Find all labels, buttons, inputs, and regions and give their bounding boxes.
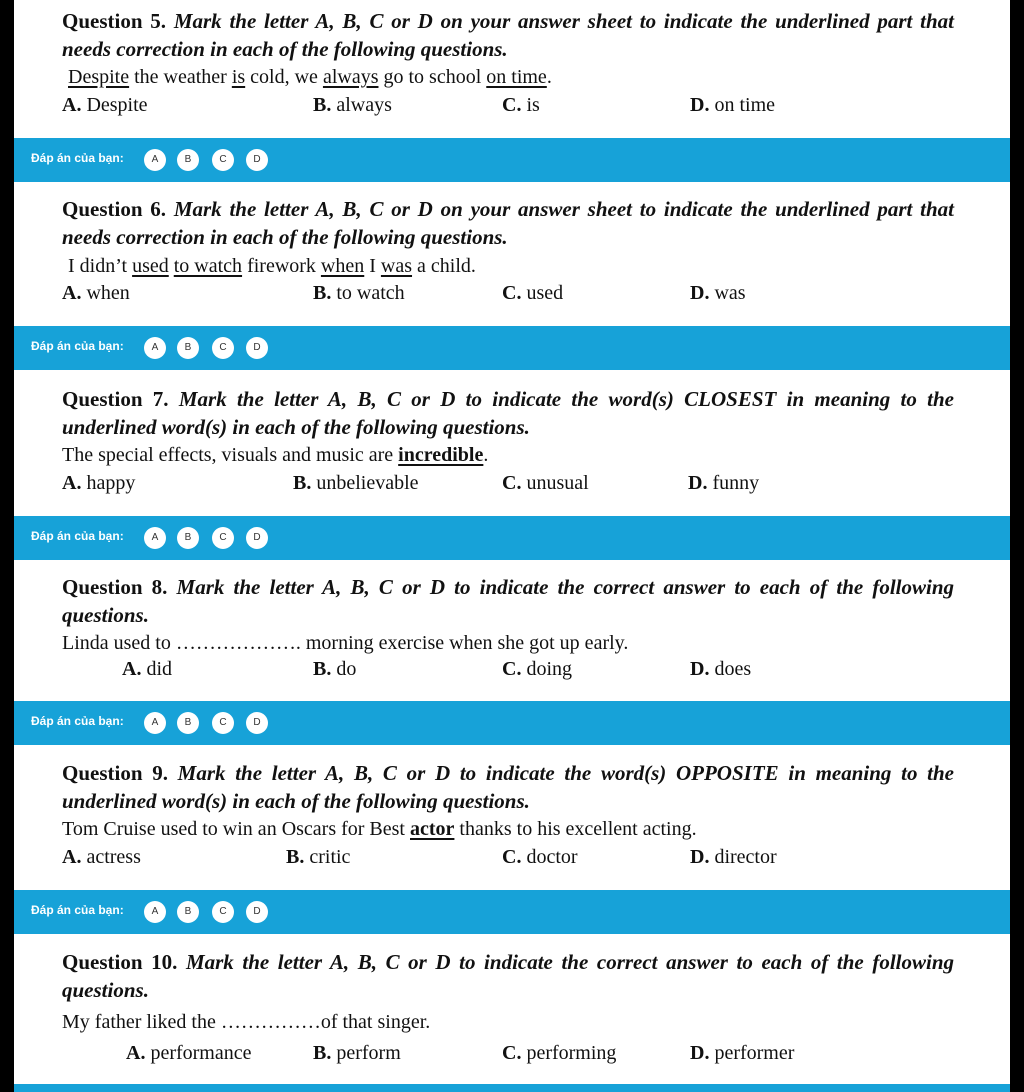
option-c: C. used: [502, 282, 564, 304]
answer-choice-c[interactable]: C: [212, 149, 234, 171]
option-a: A. actress: [62, 846, 141, 868]
answer-choice-d[interactable]: D: [246, 901, 268, 923]
answer-choice-d[interactable]: D: [246, 149, 268, 171]
option-c: C. performing: [502, 1042, 617, 1064]
answer-choice-b[interactable]: B: [177, 901, 199, 923]
answer-label: Đáp án của bạn:: [31, 151, 124, 165]
option-d: D. performer: [690, 1042, 795, 1064]
option-d: D. director: [690, 846, 777, 868]
answer-label: Đáp án của bạn:: [31, 714, 124, 728]
answer-bar-q7: [14, 516, 1010, 560]
answer-choice-b[interactable]: B: [177, 337, 199, 359]
option-c: C. unusual: [502, 472, 589, 494]
question-7-instruction: Question 7. Mark the letter A, B, C or D to indicate the word(s) CLOSEST in meaning to the underlined word(s) in each of the following questions.: [62, 387, 955, 439]
answer-choice-a[interactable]: A: [144, 337, 166, 359]
question-10-stem: My father liked the ……………of that singer.: [62, 1011, 431, 1033]
answer-label: Đáp án của bạn:: [31, 529, 124, 543]
option-a: A. happy: [62, 472, 136, 494]
option-a: A. Despite: [62, 94, 148, 116]
answer-choice-a[interactable]: A: [144, 712, 166, 734]
answer-choice-b[interactable]: B: [177, 712, 199, 734]
answer-choice-d[interactable]: D: [246, 337, 268, 359]
option-c: C. doctor: [502, 846, 578, 868]
question-8-stem: Linda used to ………………. morning exercise when she got up early.: [62, 632, 629, 654]
option-d: D. was: [690, 282, 746, 304]
answer-choice-c[interactable]: C: [212, 527, 234, 549]
answer-bar-q9: [14, 890, 1010, 934]
answer-bar-q10-edge: [14, 1084, 1010, 1092]
answer-choice-a[interactable]: A: [144, 901, 166, 923]
answer-label: Đáp án của bạn:: [31, 903, 124, 917]
quiz-page: [14, 0, 1010, 1092]
answer-label: Đáp án của bạn:: [31, 339, 124, 353]
answer-choice-c[interactable]: C: [212, 712, 234, 734]
option-b: B. critic: [286, 846, 351, 868]
answer-choice-c[interactable]: C: [212, 337, 234, 359]
answer-choice-b[interactable]: B: [177, 149, 199, 171]
option-b: B. perform: [313, 1042, 401, 1064]
option-c: C. doing: [502, 658, 573, 680]
answer-choice-a[interactable]: A: [144, 149, 166, 171]
option-d: D. does: [690, 658, 752, 680]
option-b: B. unbelievable: [293, 472, 419, 494]
option-a: A. performance: [126, 1042, 252, 1064]
answer-bar-q8: [14, 701, 1010, 745]
answer-choice-d[interactable]: D: [246, 712, 268, 734]
question-5-instruction: Question 5. Mark the letter A, B, C or D on your answer sheet to indicate the underlined part that needs correction in each of the following questions.: [62, 9, 955, 61]
answer-choice-c[interactable]: C: [212, 901, 234, 923]
question-9-instruction: Question 9. Mark the letter A, B, C or D to indicate the word(s) OPPOSITE in meaning to the underlined word(s) in each of the following questions.: [62, 761, 954, 813]
option-c: C. is: [502, 94, 540, 116]
answer-choice-b[interactable]: B: [177, 527, 199, 549]
answer-bar-q6: [14, 326, 1010, 370]
option-a: A. did: [122, 658, 173, 680]
question-6-instruction: Question 6. Mark the letter A, B, C or D on your answer sheet to indicate the underlined part that needs correction in each of the following questions.: [62, 197, 955, 249]
question-10-instruction: Question 10. Mark the letter A, B, C or D to indicate the correct answer to each of the following questions.: [62, 950, 955, 1002]
question-5-stem: Despite the weather is cold, we always go to school on time.: [68, 66, 552, 88]
option-b: B. do: [313, 658, 357, 680]
option-d: D. funny: [688, 472, 760, 494]
answer-bar-q5: [14, 138, 1010, 182]
option-b: B. always: [313, 94, 392, 116]
answer-choice-d[interactable]: D: [246, 527, 268, 549]
option-a: A. when: [62, 282, 130, 304]
option-b: B. to watch: [313, 282, 405, 304]
question-9-stem: Tom Cruise used to win an Oscars for Best actor thanks to his excellent acting.: [62, 818, 697, 840]
question-8-instruction: Question 8. Mark the letter A, B, C or D to indicate the correct answer to each of the following questions.: [62, 575, 955, 627]
answer-choice-a[interactable]: A: [144, 527, 166, 549]
option-d: D. on time: [690, 94, 775, 116]
question-6-stem: I didn’t used to watch firework when I was a child.: [68, 255, 476, 277]
question-7-stem: The special effects, visuals and music are incredible.: [62, 444, 489, 466]
